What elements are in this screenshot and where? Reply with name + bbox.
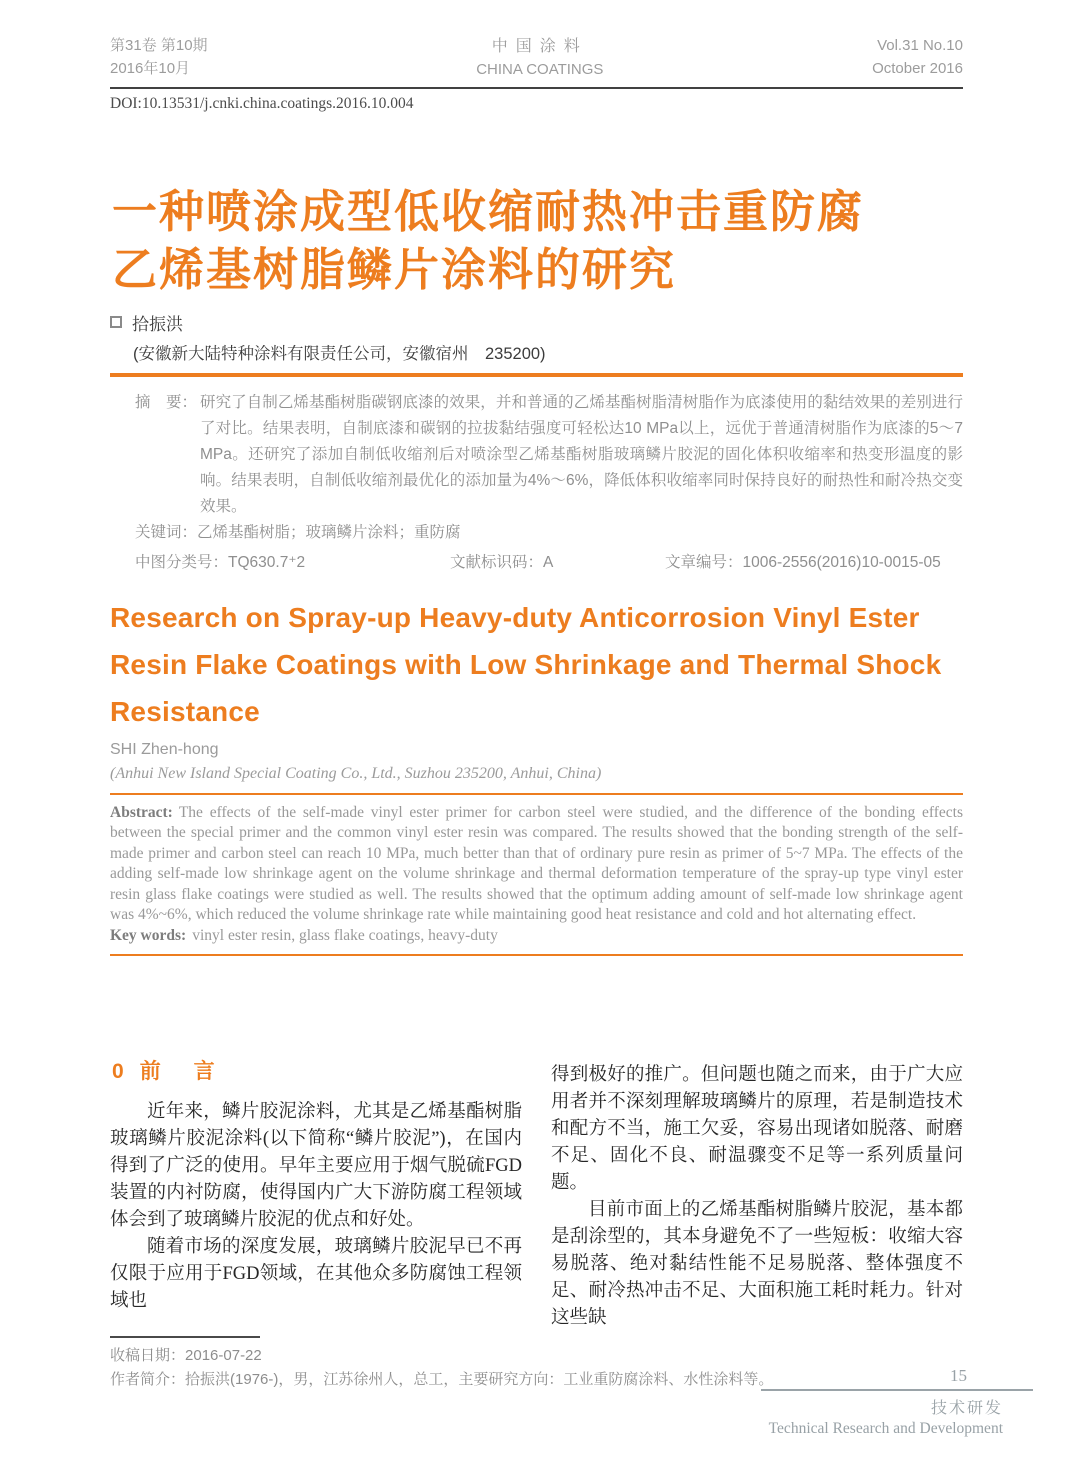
journal-name-en: CHINA COATINGS [476, 61, 604, 78]
footer-section-en: Technical Research and Development [768, 1420, 1003, 1437]
header-center [476, 35, 603, 82]
received-date-line [110, 1344, 963, 1368]
abstract-en-text: The effects of the self-made vinyl ester primer for carbon steel were studied, and the difference of the bonding effects between the special primer and the common vinyl ester resin was compared. The results showed that the bonding strength of the self-made primer and carbon steel can reach 10 MPa, much better than that of ordinary pure resin as primer of 5~7 MPa. The effects of the adding self-made low shrinkage agent on the volume shrinkage and thermal deformation temperature of the spray-up type vinyl ester resin glass flake coatings were studied as well. The results showed that the optimum adding amount of self-made low shrinkage agent was 4%~6%, which reduced the volume shrinkage rate while maintaining good heat resistance and cold and hot alternating effect. [110, 803, 963, 924]
article-title-zh-line2: 乙烯基树脂鳞片涂料的研究 [112, 244, 677, 295]
header-volume-cn: 第31卷 第10期 [110, 37, 208, 54]
author-name-zh: 拾振洪 [132, 314, 183, 334]
divider-thin-top [110, 793, 963, 795]
article-title-zh-line1: 一种喷涂成型低收缩耐热冲击重防腐 [112, 185, 865, 237]
body-paragraph: 近年来，鳞片胶泥涂料，尤其是乙烯基酯树脂玻璃鳞片胶泥涂料(以下简称“鳞片胶泥”)，在国内得到了广泛的使用。早年主要应用于烟气脱硫FGD装置的内衬防腐，使得国内广大下游防腐工程领域体会到了玻璃鳞片胶泥的优点和好处。 [110, 1102, 522, 1231]
affiliation-en: (Anhui New Island Special Coating Co., Ltd., Suzhou 235200, Anhui, China) [110, 764, 602, 782]
abstract-zh [110, 390, 963, 520]
classification-row [110, 550, 963, 572]
doi-line: DOI:10.13531/j.cnki.china.coatings.2016.10.004 [110, 94, 414, 112]
abstract-zh-label: 摘 要： [135, 393, 198, 411]
body-paragraph: 得到极好的推广。但问题也随之而来，由于广大应用者并不深刻理解玻璃鳞片的原理，若是制造技术和配方不当，施工欠妥，容易出现诸如脱落、耐磨不足、固化不良、耐温骤变不足等一系列质量问题。 [551, 1065, 963, 1194]
article-number: 文章编号：1006-2556(2016)10-0015-05 [665, 553, 941, 571]
divider-thin-bottom [110, 954, 963, 956]
section-number: 0 [112, 1060, 124, 1084]
divider-thick [110, 373, 963, 377]
clc-number: 中图分类号：TQ630.7⁺2 [135, 553, 306, 571]
column-right [551, 1055, 963, 1332]
footer-divider [761, 1389, 1033, 1391]
section-heading [112, 1055, 522, 1085]
author-bio-label: 作者简介： [110, 1371, 186, 1389]
article-title-zh [112, 183, 963, 300]
keywords-en-text: vinyl ester resin, glass flake coatings, heavy-duty [192, 926, 498, 944]
keywords-en [110, 926, 963, 947]
header-volume-en: Vol.31 No.10 [877, 37, 963, 54]
column-left [110, 1055, 522, 1332]
abstract-en-label: Abstract: [110, 803, 173, 821]
keywords-zh [110, 520, 963, 546]
journal-header [110, 35, 963, 89]
footer-section-cn: 技术研发 [930, 1400, 1003, 1417]
article-body [110, 1055, 963, 1332]
journal-name-cn: 中国涂料 [491, 38, 588, 55]
author-row [110, 310, 963, 335]
page-footer [761, 1366, 1033, 1438]
received-date-label: 收稿日期： [110, 1347, 186, 1365]
page-number: 15 [950, 1366, 967, 1385]
footnote-divider [110, 1336, 260, 1338]
received-date-value: 2016-07-22 [185, 1347, 262, 1365]
author-name-en: SHI Zhen-hong [110, 740, 219, 758]
keywords-zh-text: 乙烯基酯树脂；玻璃鳞片涂料；重防腐 [197, 523, 461, 541]
affiliation-zh: (安徽新大陆特种涂料有限责任公司，安徽宿州 235200) [133, 344, 546, 363]
header-date-cn: 2016年10月 [110, 59, 191, 77]
article-title-en: Research on Spray-up Heavy-duty Anticorrosion Vinyl Ester Resin Flake Coatings with Low Shrinkage and Thermal Shock Resistance [110, 601, 942, 727]
keywords-en-label: Key words: [110, 926, 187, 944]
abstract-en [110, 803, 963, 926]
author-bio-text: 拾振洪(1976-)，男，江苏徐州人，总工，主要研究方向：工业重防腐涂料、水性涂料等。 [185, 1371, 774, 1389]
header-left [110, 35, 208, 80]
body-paragraph: 随着市场的深度发展，玻璃鳞片胶泥早已不再仅限于应用于FGD领域，在其他众多防腐蚀工程领域也 [110, 1237, 522, 1312]
body-paragraph: 目前市面上的乙烯基酯树脂鳞片胶泥，基本都是刮涂型的，其本身避免不了一些短板：收缩大容易脱落、绝对黏结性能不足易脱落、整体强度不足、耐冷热冲击不足、大面积施工耗时耗力。针对这些缺 [551, 1200, 963, 1329]
keywords-zh-label: 关键词： [135, 523, 198, 541]
abstract-zh-text: 研究了自制乙烯基酯树脂碳钢底漆的效果，并和普通的乙烯基酯树脂清树脂作为底漆使用的黏结效果的差别进行了对比。结果表明，自制底漆和碳钢的拉拔黏结强度可轻松达10 MPa以上，远优于普通清树脂作为底漆的5～7 MPa。还研究了添加自制低收缩剂后对喷涂型乙烯基酯树脂玻璃鳞片胶泥的固化体积收缩率和热变形温度的影响。结果表明，自制低收缩剂最优化的添加量为4%～6%，降低体积收缩率同时保持良好的耐热性和耐冷热交变效果。 [200, 393, 963, 515]
document-code: 文献标识码：A [450, 553, 554, 571]
author-marker-icon [110, 316, 122, 328]
header-right [872, 35, 963, 80]
section-title: 前 言 [139, 1060, 221, 1084]
header-date-en: October 2016 [872, 59, 963, 77]
